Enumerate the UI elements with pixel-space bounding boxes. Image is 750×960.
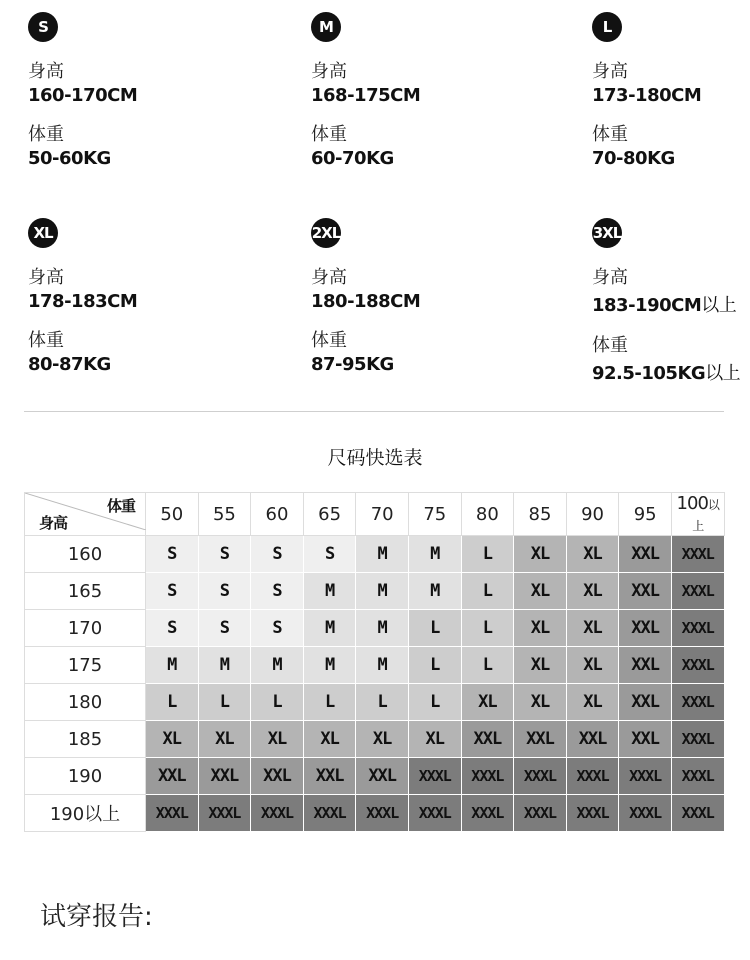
size-badge: S — [28, 12, 58, 42]
table-row — [25, 721, 725, 758]
size-cell: XL — [146, 721, 199, 758]
size-cell: XL — [566, 684, 619, 721]
height-value: 160-170CM — [28, 85, 138, 106]
weight-value: 70-80KG — [592, 148, 675, 169]
size-cell: XL — [303, 721, 356, 758]
size-cell: M — [303, 647, 356, 684]
size-cell: XXXL — [566, 758, 619, 795]
weight-header-value: 70 — [370, 503, 394, 525]
size-cell: XXL — [619, 647, 672, 684]
size-cell: M — [356, 573, 409, 610]
size-cell: XL — [566, 573, 619, 610]
size-cell: XL — [566, 610, 619, 647]
size-cell: M — [408, 573, 461, 610]
height-value: 180-188CM — [311, 291, 421, 312]
size-cell: S — [251, 536, 304, 573]
size-cell: S — [198, 573, 251, 610]
table-row — [25, 610, 725, 647]
size-cell: M — [356, 647, 409, 684]
size-cell: XL — [514, 573, 567, 610]
size-cell: XXL — [619, 684, 672, 721]
size-cell: S — [198, 610, 251, 647]
size-cell: XXXL — [303, 795, 356, 832]
weight-label: 体重 — [311, 330, 347, 351]
height-range — [28, 85, 228, 106]
size-cell: XXXL — [461, 758, 514, 795]
weight-header — [408, 493, 461, 536]
size-cell: XL — [251, 721, 304, 758]
size-cell: XL — [566, 647, 619, 684]
weight-label: 体重 — [592, 335, 628, 356]
weight-range — [592, 359, 750, 385]
weight-range — [311, 148, 511, 169]
size-cell: XXL — [303, 758, 356, 795]
height-header: 170 — [25, 610, 146, 647]
weight-suffix: 以上 — [705, 363, 741, 384]
size-badge: M — [311, 12, 341, 42]
size-cell: XXXL — [566, 795, 619, 832]
weight-header — [514, 493, 567, 536]
size-cell: S — [251, 610, 304, 647]
size-cell: XXXL — [251, 795, 304, 832]
size-cell: XXXL — [671, 795, 724, 832]
divider — [24, 411, 724, 412]
size-cell: M — [303, 610, 356, 647]
weight-label: 体重 — [592, 124, 628, 145]
weight-header — [671, 493, 724, 536]
weight-header — [251, 493, 304, 536]
weight-header — [619, 493, 672, 536]
size-cell: XL — [198, 721, 251, 758]
size-cell: M — [408, 536, 461, 573]
height-label: 身高 — [28, 61, 64, 82]
weight-header — [566, 493, 619, 536]
size-card — [28, 12, 228, 169]
size-cell: XXXL — [671, 573, 724, 610]
size-cell: XL — [356, 721, 409, 758]
table-row — [25, 758, 725, 795]
size-cell: XXXL — [514, 758, 567, 795]
size-cell: XL — [514, 610, 567, 647]
table-row — [25, 536, 725, 573]
size-card — [592, 12, 750, 169]
size-badge: XL — [28, 218, 58, 248]
weight-header — [146, 493, 199, 536]
height-header: 190 — [25, 758, 146, 795]
size-cell: XXXL — [619, 795, 672, 832]
size-cell: XXL — [619, 573, 672, 610]
weight-header-suffix: 以上 — [692, 498, 719, 533]
height-header: 185 — [25, 721, 146, 758]
weight-header-value: 90 — [581, 503, 604, 525]
size-cell: XXXL — [671, 610, 724, 647]
table-row — [25, 647, 725, 684]
weight-label: 体重 — [28, 330, 64, 351]
height-header: 180 — [25, 684, 146, 721]
height-label: 身高 — [311, 267, 347, 288]
weight-header — [356, 493, 409, 536]
size-cell: XL — [514, 536, 567, 573]
height-suffix: 以上 — [701, 295, 737, 316]
size-cell: S — [146, 573, 199, 610]
size-cell: L — [198, 684, 251, 721]
size-cell: XXL — [566, 721, 619, 758]
size-card — [28, 218, 228, 375]
size-card — [592, 218, 750, 385]
size-cell: XXXL — [619, 758, 672, 795]
report-title: 试穿报告: — [40, 902, 153, 932]
size-cell: XXXL — [514, 795, 567, 832]
size-cell: L — [251, 684, 304, 721]
size-cell: XXL — [461, 721, 514, 758]
size-card — [311, 12, 511, 169]
weight-header-value: 95 — [633, 503, 657, 525]
weight-header-value: 100 — [676, 493, 708, 514]
size-cell: XXXL — [671, 721, 724, 758]
height-range — [28, 291, 228, 312]
size-cell: L — [356, 684, 409, 721]
size-cell: XXXL — [671, 647, 724, 684]
height-value: 183-190CM — [592, 295, 702, 316]
table-row — [25, 573, 725, 610]
height-range — [311, 291, 511, 312]
table-row — [25, 795, 725, 832]
size-cell: XXL — [251, 758, 304, 795]
size-badge: 2XL — [311, 218, 341, 248]
size-cell: L — [461, 647, 514, 684]
weight-header-value: 65 — [318, 503, 342, 525]
height-label: 身高 — [28, 267, 64, 288]
height-range — [592, 291, 750, 317]
weight-header-value: 55 — [212, 503, 236, 525]
weight-header-value: 60 — [265, 503, 289, 525]
height-value: 178-183CM — [28, 291, 138, 312]
weight-value: 87-95KG — [311, 354, 394, 375]
table-corner — [25, 493, 146, 536]
weight-label: 体重 — [28, 124, 64, 145]
weight-value: 80-87KG — [28, 354, 111, 375]
height-label: 身高 — [592, 61, 628, 82]
size-cell: L — [408, 610, 461, 647]
weight-header-value: 75 — [423, 503, 447, 525]
size-cell: M — [303, 573, 356, 610]
size-cell: XXL — [619, 610, 672, 647]
size-cell: XL — [461, 684, 514, 721]
height-label: 身高 — [592, 267, 628, 288]
weight-header-value: 50 — [160, 503, 184, 525]
size-cell: XXL — [356, 758, 409, 795]
size-cell: M — [356, 610, 409, 647]
weight-header — [198, 493, 251, 536]
size-cell: L — [461, 610, 514, 647]
height-header: 190以上 — [25, 795, 146, 832]
size-cell: XL — [514, 684, 567, 721]
height-header: 165 — [25, 573, 146, 610]
size-cell: XL — [514, 647, 567, 684]
size-cell: M — [198, 647, 251, 684]
size-cell: XXL — [514, 721, 567, 758]
weight-value: 92.5-105KG — [592, 363, 706, 384]
size-cell: XXXL — [146, 795, 199, 832]
size-cell: XXL — [146, 758, 199, 795]
size-cell: XXL — [198, 758, 251, 795]
corner-weight-label: 体重 — [106, 497, 135, 515]
height-header: 175 — [25, 647, 146, 684]
size-cell: XXXL — [671, 536, 724, 573]
table-row — [25, 684, 725, 721]
size-badge: L — [592, 12, 622, 42]
size-cell: XXL — [619, 721, 672, 758]
size-cell: XXL — [619, 536, 672, 573]
size-cell: XXXL — [198, 795, 251, 832]
size-cell: XL — [566, 536, 619, 573]
size-cell: M — [251, 647, 304, 684]
size-cell: XXXL — [356, 795, 409, 832]
weight-value: 60-70KG — [311, 148, 394, 169]
size-cell: S — [146, 610, 199, 647]
size-chart-table — [24, 492, 725, 832]
weight-header — [303, 493, 356, 536]
size-cell: L — [146, 684, 199, 721]
weight-header — [461, 493, 514, 536]
height-range — [592, 85, 750, 106]
size-cell: XXXL — [671, 758, 724, 795]
height-value: 168-175CM — [311, 85, 421, 106]
weight-range — [592, 148, 750, 169]
size-cell: XXXL — [671, 684, 724, 721]
size-card — [311, 218, 511, 375]
size-cell: S — [303, 536, 356, 573]
height-label: 身高 — [311, 61, 347, 82]
weight-header-value: 80 — [475, 503, 499, 525]
size-cell: XXXL — [408, 795, 461, 832]
weight-label: 体重 — [311, 124, 347, 145]
weight-header-value: 85 — [528, 503, 552, 525]
weight-range — [28, 354, 228, 375]
weight-value: 50-60KG — [28, 148, 111, 169]
size-cell: S — [198, 536, 251, 573]
size-cell: L — [303, 684, 356, 721]
size-cell: L — [461, 573, 514, 610]
size-cell: M — [146, 647, 199, 684]
height-value: 173-180CM — [592, 85, 702, 106]
size-cell: XL — [408, 721, 461, 758]
table-title: 尺码快选表 — [327, 447, 423, 469]
size-cell: L — [408, 647, 461, 684]
weight-range — [28, 148, 228, 169]
size-cell: S — [251, 573, 304, 610]
weight-range — [311, 354, 511, 375]
height-header: 160 — [25, 536, 146, 573]
size-cell: L — [408, 684, 461, 721]
size-cell: S — [146, 536, 199, 573]
size-cell: XXXL — [408, 758, 461, 795]
height-range — [311, 85, 511, 106]
size-cell: L — [461, 536, 514, 573]
corner-height-label: 身高 — [39, 514, 68, 532]
size-cell: M — [356, 536, 409, 573]
size-badge: 3XL — [592, 218, 622, 248]
size-cell: XXXL — [461, 795, 514, 832]
